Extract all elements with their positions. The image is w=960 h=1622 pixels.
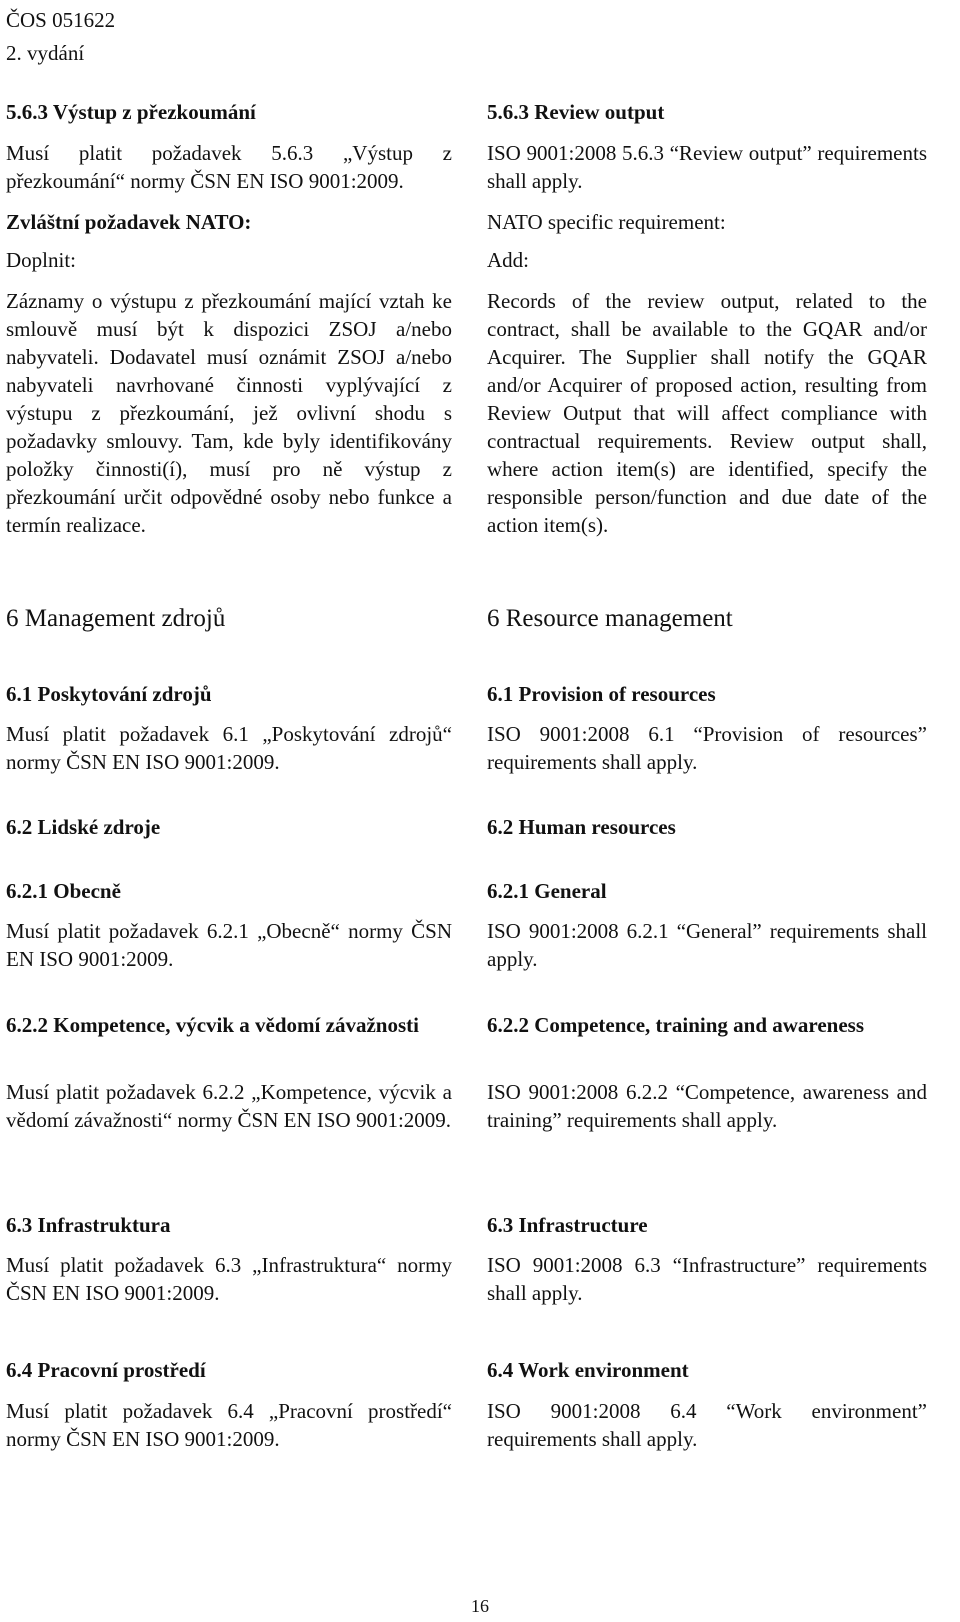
text-6-2-2-en: ISO 9001:2008 6.2.2 “Competence, awareness and training” requirements shall apply. (487, 1080, 927, 1132)
heading-6-en: 6 Resource management (487, 605, 733, 632)
text-6-3-cz: Musí platit požadavek 6.3 „Infrastruktura“ normy ČSN EN ISO 9001:2009. (6, 1253, 452, 1305)
heading-6-2-2-en: 6.2.2 Competence, training and awareness (487, 1013, 865, 1037)
text-add: Add: (487, 248, 529, 272)
heading-6-2-2-cz: 6.2.2 Kompetence, výcvik a vědomí závažnosti (6, 1013, 419, 1037)
text-5-6-3-cz: Musí platit požadavek 5.6.3 „Výstup z přezkoumání“ normy ČSN EN ISO 9001:2009. (6, 141, 452, 193)
text-records-en: Records of the review output, related to the contract, shall be available to the GQAR and/or Acquirer. The Supplier shall notify the GQAR and/or Acquirer of proposed action, resulting from Review Output that will affect compliance with contractual requirements. Review output shall, where action item(s) are identified, specify the responsible person/function and due date of the action item(s). (487, 289, 927, 537)
document-header (6, 4, 115, 70)
text-6-2-2-cz: Musí platit požadavek 6.2.2 „Kompetence, výcvik a vědomí závažnosti“ normy ČSN EN ISO 9001:2009. (6, 1080, 452, 1132)
heading-6-1-en: 6.1 Provision of resources (487, 682, 716, 706)
text-6-2-1-en: ISO 9001:2008 6.2.1 “General” requirements shall apply. (487, 919, 927, 971)
heading-6-4-en: 6.4 Work environment (487, 1358, 689, 1382)
heading-nato-cz: Zvláštní požadavek NATO: (6, 210, 252, 234)
edition: 2. vydání (6, 41, 85, 65)
text-6-4-en: ISO 9001:2008 6.4 “Work environment” requirements shall apply. (487, 1399, 927, 1451)
text-6-1-en: ISO 9001:2008 6.1 “Provision of resources” requirements shall apply. (487, 722, 927, 774)
text-doplnit: Doplnit: (6, 248, 77, 272)
heading-6-4-cz: 6.4 Pracovní prostředí (6, 1358, 206, 1382)
heading-nato-en: NATO specific requirement: (487, 210, 726, 234)
heading-6-3-en: 6.3 Infrastructure (487, 1213, 648, 1237)
heading-6-1-cz: 6.1 Poskytování zdrojů (6, 682, 212, 706)
heading-6-2-en: 6.2 Human resources (487, 815, 676, 839)
text-6-4-cz: Musí platit požadavek 6.4 „Pracovní prostředí“ normy ČSN EN ISO 9001:2009. (6, 1399, 452, 1451)
page-number: 16 (471, 1596, 489, 1616)
text-6-2-1-cz: Musí platit požadavek 6.2.1 „Obecně“ normy ČSN EN ISO 9001:2009. (6, 919, 452, 971)
heading-6-3-cz: 6.3 Infrastruktura (6, 1213, 171, 1237)
heading-5-6-3-cz: 5.6.3 Výstup z přezkoumání (6, 100, 256, 124)
text-5-6-3-en: ISO 9001:2008 5.6.3 “Review output” requirements shall apply. (487, 141, 927, 193)
text-6-1-cz: Musí platit požadavek 6.1 „Poskytování zdrojů“ normy ČSN EN ISO 9001:2009. (6, 722, 452, 774)
standard-number: ČOS 051622 (6, 8, 116, 32)
heading-6-2-1-cz: 6.2.1 Obecně (6, 879, 121, 903)
heading-6-cz: 6 Management zdrojů (6, 605, 226, 632)
text-6-3-en: ISO 9001:2008 6.3 “Infrastructure” requirements shall apply. (487, 1253, 927, 1305)
heading-5-6-3-en: 5.6.3 Review output (487, 100, 665, 124)
text-records-cz: Záznamy o výstupu z přezkoumání mající vztah ke smlouvě musí být k dispozici ZSOJ a/nebo nabyvateli. Dodavatel musí oznámit ZSOJ a/nebo nabyvateli navrhované činnosti vyplývající z výstupu z přezkoumání, jež ovlivní shodu s požadavky smlouvy. Tam, kde byly identifikovány položky činnosti(í), musí pro ně výstup z přezkoumání určit odpovědné osoby nebo funkce a termín realizace. (6, 289, 452, 537)
heading-6-2-1-en: 6.2.1 General (487, 879, 607, 903)
heading-6-2-cz: 6.2 Lidské zdroje (6, 815, 161, 839)
